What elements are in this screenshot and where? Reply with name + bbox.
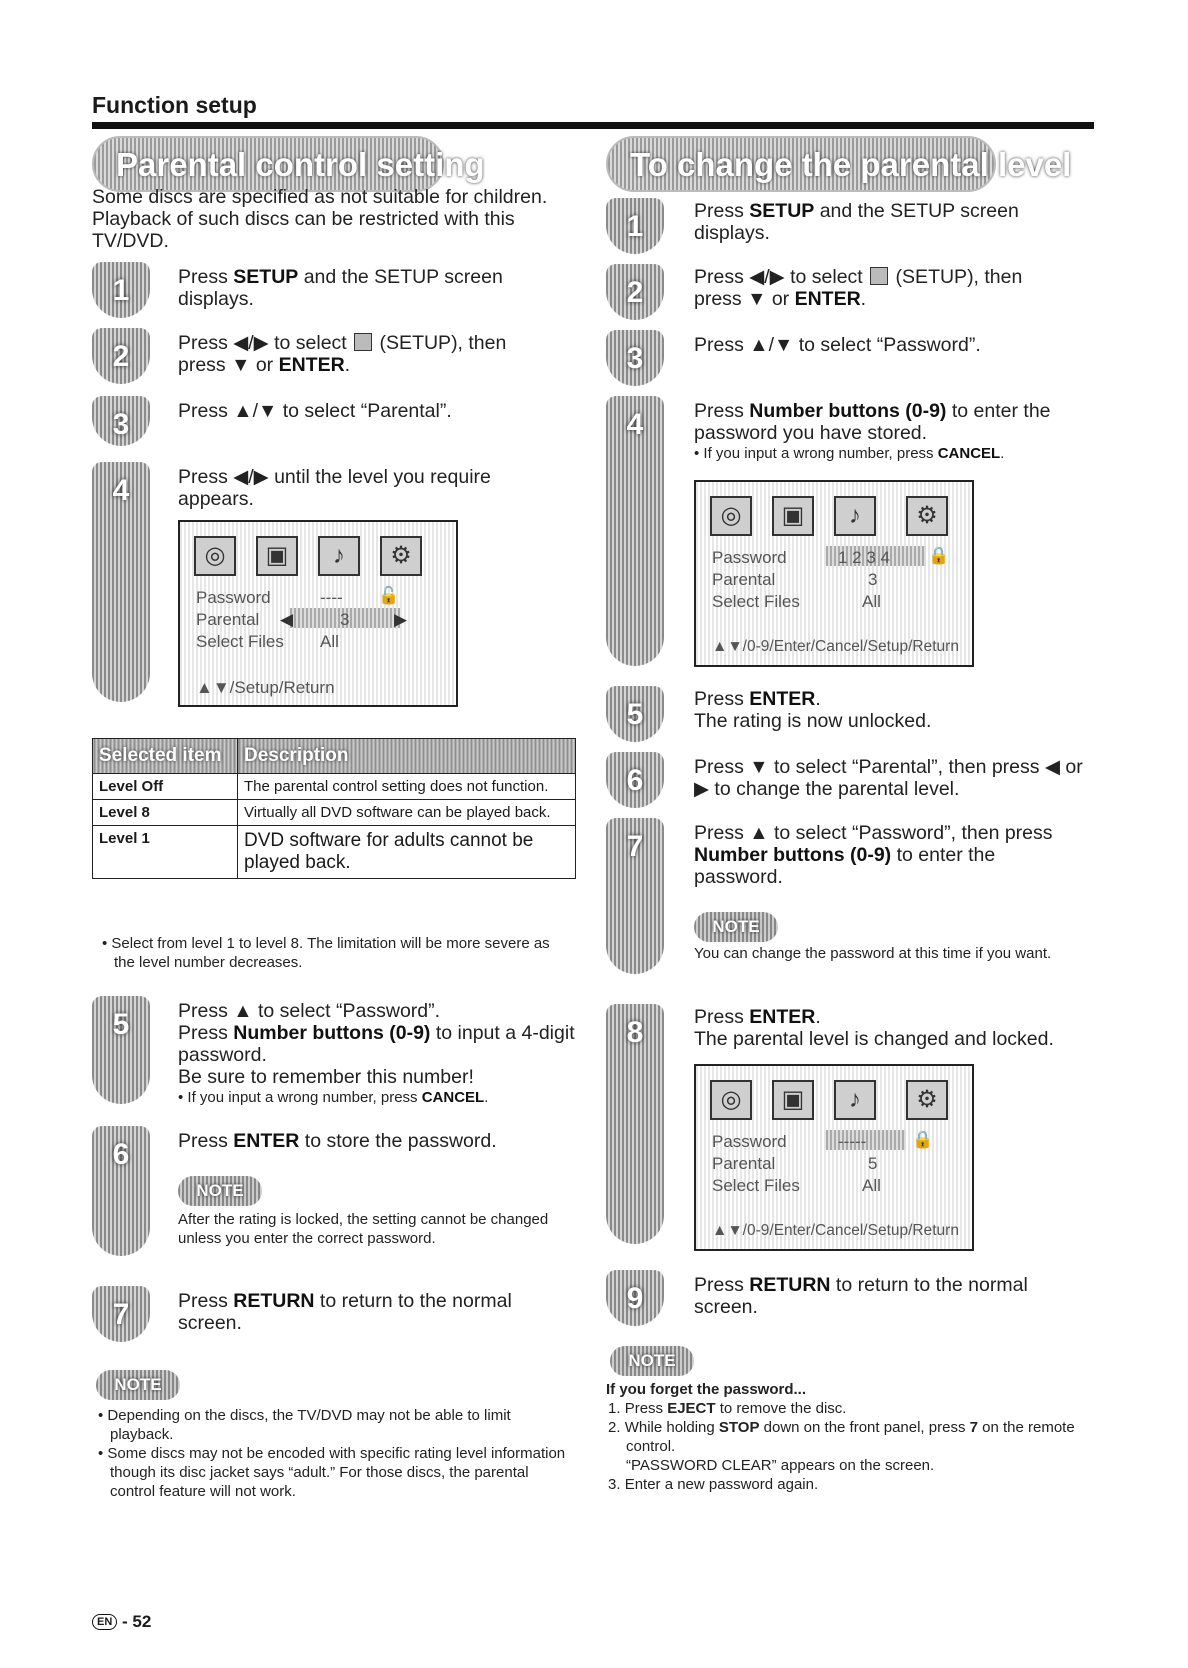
setup-screen-locked — [694, 1064, 974, 1251]
setup-icon — [354, 333, 372, 351]
step-badge-5: 5 — [92, 996, 150, 1104]
forget-password-notes — [606, 1380, 1090, 1494]
screen-value-password: 1 2 3 4 — [838, 548, 890, 567]
note-badge: NOTE — [178, 1176, 262, 1206]
table-row — [93, 774, 576, 800]
screen-label-password: Password — [196, 588, 271, 607]
step-4-text: Press Number buttons (0-9) to enter the password you have stored. • If you input a wrong number, press CANCEL. — [694, 400, 1051, 462]
step-badge-9: 9 — [606, 1270, 664, 1326]
step-5-text: Press ▲ to select “Password”. Press Number buttons (0-9) to input a 4-digit password. Be sure to remember this number! • If you input a wrong number, press CANCEL. — [178, 1000, 575, 1106]
step-2-text: Press ◀/▶ to select (SETUP), then press ▼ or ENTER. — [694, 266, 1023, 310]
screen-value-password: ----- — [838, 1132, 867, 1151]
step-badge-3: 3 — [92, 396, 150, 446]
audio-icon: ♪ — [834, 1080, 876, 1120]
lock-icon: 🔒 — [912, 1130, 934, 1149]
screen-label-password: Password — [712, 548, 787, 567]
page-number: EN - 52 — [92, 1612, 151, 1632]
picture-icon: ▣ — [772, 496, 814, 536]
table-note: • Select from level 1 to level 8. The limitation will be more severe as the level number decreases. — [102, 935, 550, 971]
screen-value-password: ---- — [320, 588, 343, 607]
screen-label-password: Password — [712, 1132, 787, 1151]
screen-label-select-files: Select Files — [712, 1176, 800, 1195]
audio-icon: ♪ — [834, 496, 876, 536]
step-badge-4: 4 — [606, 396, 664, 666]
screen-label-select-files: Select Files — [196, 632, 284, 651]
table-cell-desc: The parental control setting does not function. — [238, 774, 576, 800]
setup-icon — [870, 267, 888, 285]
parental-level-table — [92, 738, 576, 879]
step-badge-1: 1 — [92, 262, 150, 318]
step-badge-3: 3 — [606, 330, 664, 386]
step-6-text: Press ENTER to store the password. — [178, 1130, 497, 1152]
step-6-text: Press ▼ to select “Parental”, then press ◀ or ▶ to change the parental level. — [694, 756, 1083, 800]
setup-icon: ⚙ — [906, 496, 948, 536]
step-7-text: Press RETURN to return to the normal screen. — [178, 1290, 512, 1334]
language-badge: EN — [92, 1614, 117, 1630]
note-badge: NOTE — [96, 1370, 180, 1400]
step-3-text: Press ▲/▼ to select “Password”. — [694, 334, 981, 356]
table-cell-desc: Virtually all DVD software can be played back. — [238, 800, 576, 826]
step-4-text: Press ◀/▶ until the level you require appears. — [178, 466, 491, 510]
bottom-notes: • Depending on the discs, the TV/DVD may not be able to limit playback. • Some discs may not be encoded with specific rating level information though its disc jacket says “adult.” For those discs, the parental control feature will not work. — [98, 1407, 566, 1500]
header-rule — [92, 122, 1094, 129]
step-7-note: You can change the password at this time if you want. — [694, 945, 1052, 962]
step-badge-7: 7 — [92, 1286, 150, 1342]
screen-footer: ▲▼/Setup/Return — [196, 678, 335, 697]
step-6-note: After the rating is locked, the setting cannot be changed unless you enter the correct password. — [178, 1211, 549, 1247]
step-5-text: Press ENTER. The rating is now unlocked. — [694, 688, 932, 732]
step-7-text: Press ▲ to select “Password”, then press Number buttons (0-9) to enter the password. — [694, 822, 1053, 888]
step-2-text: Press ◀/▶ to select (SETUP), then press ▼ or ENTER. — [178, 332, 507, 376]
intro-text: Some discs are specified as not suitable for children. Playback of such discs can be restricted with this TV/DVD. — [92, 186, 548, 252]
screen-label-parental: Parental — [712, 1154, 776, 1173]
screen-label-parental: Parental — [712, 570, 776, 589]
left-arrow-icon: ◀ — [280, 610, 294, 629]
lock-icon: 🔒 — [928, 546, 950, 565]
globe-icon: ◎ — [710, 1080, 752, 1120]
step-8-text: Press ENTER. The parental level is changed and locked. — [694, 1006, 1054, 1050]
audio-icon: ♪ — [318, 536, 360, 576]
globe-icon: ◎ — [194, 536, 236, 576]
screen-value-select-files: All — [320, 632, 339, 651]
screen-value-select-files: All — [862, 592, 881, 611]
picture-icon: ▣ — [256, 536, 298, 576]
step-badge-1: 1 — [606, 198, 664, 254]
step-badge-6: 6 — [92, 1126, 150, 1256]
step-badge-4: 4 — [92, 462, 150, 702]
step-badge-7: 7 — [606, 818, 664, 974]
unlock-icon: 🔓 — [378, 586, 400, 605]
step-3-text: Press ▲/▼ to select “Parental”. — [178, 400, 452, 422]
step-badge-8: 8 — [606, 1004, 664, 1244]
step-1-text: Press SETUP and the SETUP screen displays. — [694, 200, 1019, 244]
screen-value-parental: 5 — [868, 1154, 878, 1173]
screen-value-parental: 3 — [340, 610, 350, 629]
table-cell-item: Level 1 — [93, 826, 238, 879]
globe-icon: ◎ — [710, 496, 752, 536]
forget-step-1: 1. Press EJECT to remove the disc. — [608, 1400, 847, 1417]
table-cell-item: Level Off — [93, 774, 238, 800]
note-badge: NOTE — [610, 1346, 694, 1376]
screen-footer: ▲▼/0-9/Enter/Cancel/Setup/Return — [712, 1222, 959, 1239]
forget-step-2: 2. While holding STOP down on the front panel, press 7 on the remote control. “PASSWORD CLEAR” appears on the screen. — [608, 1419, 1075, 1474]
step-badge-2: 2 — [606, 264, 664, 320]
step-badge-6: 6 — [606, 752, 664, 808]
forget-step-3: 3. Enter a new password again. — [608, 1476, 819, 1493]
page-header: Function setup — [92, 92, 257, 118]
step-badge-2: 2 — [92, 328, 150, 384]
section-title-parental-control: Parental control setting — [92, 136, 444, 192]
setup-icon: ⚙ — [380, 536, 422, 576]
step-1-text: Press SETUP and the SETUP screen displays. — [178, 266, 503, 310]
screen-label-select-files: Select Files — [712, 592, 800, 611]
screen-value-parental: 3 — [868, 570, 878, 589]
setup-screen-parental — [178, 520, 458, 707]
note-badge: NOTE — [694, 912, 778, 942]
step-badge-5: 5 — [606, 686, 664, 742]
setup-icon: ⚙ — [906, 1080, 948, 1120]
step-9-text: Press RETURN to return to the normal screen. — [694, 1274, 1028, 1318]
table-row — [93, 826, 576, 879]
table-header-row — [93, 739, 576, 774]
picture-icon: ▣ — [772, 1080, 814, 1120]
screen-footer: ▲▼/0-9/Enter/Cancel/Setup/Return — [712, 638, 959, 655]
section-title-change-level: To change the parental level — [606, 136, 996, 192]
setup-screen-password — [694, 480, 974, 667]
table-cell-item: Level 8 — [93, 800, 238, 826]
right-arrow-icon: ▶ — [394, 610, 408, 629]
table-header-item: Selected item — [93, 739, 238, 774]
table-cell-desc: DVD software for adults cannot be played back. — [238, 826, 576, 879]
forget-title: If you forget the password... — [606, 1381, 807, 1398]
screen-label-parental: Parental — [196, 610, 260, 629]
table-row — [93, 800, 576, 826]
table-header-description: Description — [238, 739, 576, 774]
screen-value-select-files: All — [862, 1176, 881, 1195]
